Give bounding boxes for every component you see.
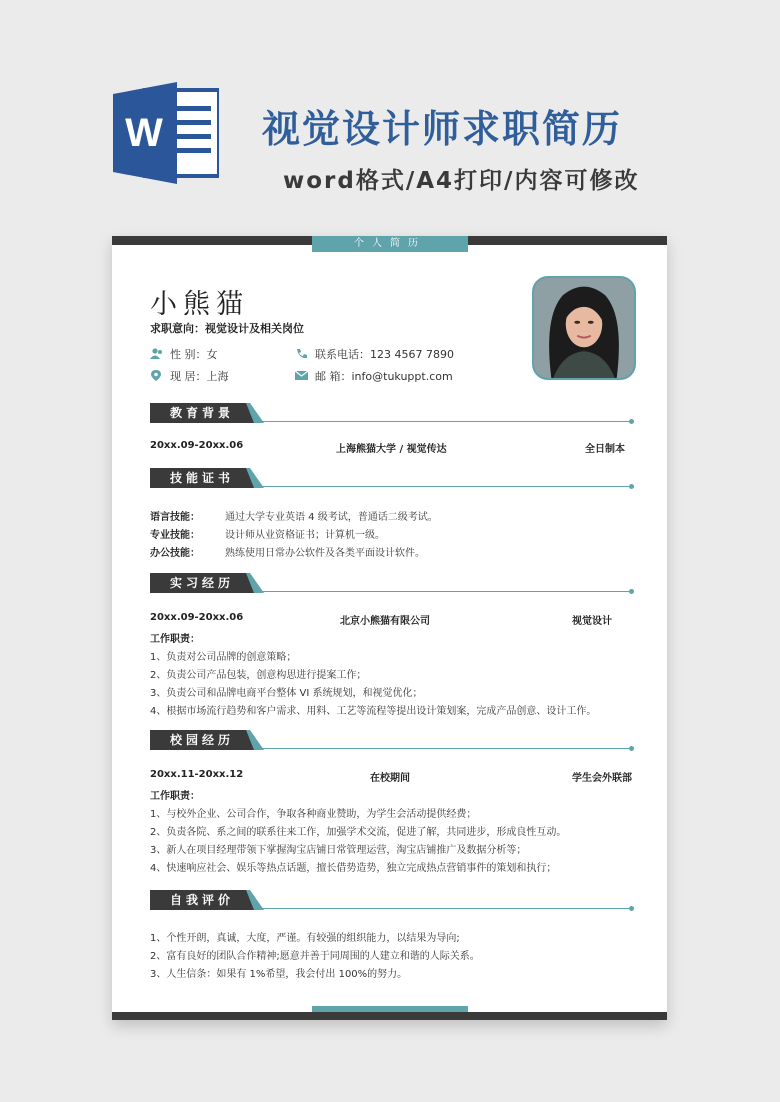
campus-duty: 2、负责各院、系之间的联系往来工作，加强学术交流，促进了解，共同进步，形成良性互动。 [150, 827, 567, 838]
portrait-image [534, 278, 634, 378]
skill-text: 熟练使用日常办公软件及各类平面设计软件。 [225, 548, 425, 559]
location-icon [150, 370, 164, 381]
self-item: 1、个性开朗，真诚，大度，严谨。有较强的组织能力，以结果为导向; [150, 933, 460, 944]
profile-photo [532, 276, 636, 380]
intern-duty: 4、根据市场流行趋势和客户需求、用料、工艺等流程等提出设计策划案，完成产品创意、设计工作。 [150, 706, 597, 717]
intern-period: 20xx.09-20xx.06 [150, 612, 244, 623]
section-title: 实习经历 [169, 576, 234, 590]
campus-place: 在校期间 [370, 773, 410, 784]
section-education [150, 403, 635, 423]
section-title: 自我评价 [169, 893, 234, 907]
section-title: 技能证书 [169, 471, 234, 485]
section-title: 教育背景 [169, 406, 234, 420]
skill-label: 专业技能： [150, 530, 200, 541]
campus-period: 20xx.11-20xx.12 [150, 769, 244, 780]
section-title: 校园经历 [169, 733, 234, 747]
skill-text: 通过大学专业英语 4 级考试，普通话二级考试。 [225, 512, 438, 523]
section-self [150, 890, 635, 910]
user-icon [150, 348, 164, 359]
info-gender: 性 别：女 [150, 346, 218, 362]
intern-duty: 2、负责公司产品包装，创意构思进行提案工作； [150, 670, 367, 681]
info-email: 邮 箱：info@tukuppt.com [295, 368, 453, 384]
phone-icon [295, 348, 309, 359]
section-skills [150, 468, 635, 488]
self-item: 2、富有良好的团队合作精神;愿意并善于同周围的人建立和谐的人际关系。 [150, 951, 480, 962]
intern-duty: 3、负责公司和品牌电商平台整体 VI 系统规划，和视觉优化； [150, 688, 423, 699]
banner-subtitle: word格式/A4打印/内容可修改 [283, 168, 640, 194]
banner-title: 视觉设计师求职简历 [262, 107, 623, 151]
intern-company: 北京小熊猫有限公司 [340, 616, 430, 627]
candidate-name: 小熊猫 [150, 289, 249, 320]
campus-duty: 3、新人在项目经理带领下掌握淘宝店铺日常管理运营，淘宝店铺推广及数据分析等； [150, 845, 527, 856]
edu-school: 上海熊猫大学 / 视觉传达 [336, 444, 447, 455]
job-intent: 求职意向：视觉设计及相关岗位 [150, 322, 304, 335]
bottom-bar [112, 1012, 667, 1020]
campus-duty: 4、快速响应社会、娱乐等热点话题，擅长借势造势，独立完成热点营销事件的策划和执行； [150, 863, 557, 874]
section-campus [150, 730, 635, 750]
intern-duty: 1、负责对公司品牌的创意策略； [150, 652, 297, 663]
resume-page [112, 236, 667, 1020]
word-logo-icon [113, 82, 219, 184]
campus-duty-label: 工作职责： [150, 791, 200, 802]
skill-label: 语言技能： [150, 512, 200, 523]
info-phone: 联系电话：123 4567 7890 [295, 346, 454, 362]
section-internship [150, 573, 635, 593]
info-residence: 现 居：上海 [150, 368, 229, 384]
intern-duty-label: 工作职责： [150, 634, 200, 645]
campus-duty: 1、与校外企业、公司合作，争取各种商业赞助，为学生会活动提供经费； [150, 809, 477, 820]
intern-role: 视觉设计 [572, 616, 612, 627]
top-tab: 个人简历 [312, 236, 468, 252]
skill-text: 设计师从业资格证书；计算机一级。 [225, 530, 385, 541]
svg-text:W: W [125, 111, 163, 155]
edu-period: 20xx.09-20xx.06 [150, 440, 244, 451]
skill-label: 办公技能： [150, 548, 200, 559]
edu-type: 全日制本 [585, 444, 625, 455]
self-item: 3、人生信条：如果有 1%希望，我会付出 100%的努力。 [150, 969, 408, 980]
campus-role: 学生会外联部 [572, 773, 632, 784]
mail-icon [295, 370, 309, 381]
